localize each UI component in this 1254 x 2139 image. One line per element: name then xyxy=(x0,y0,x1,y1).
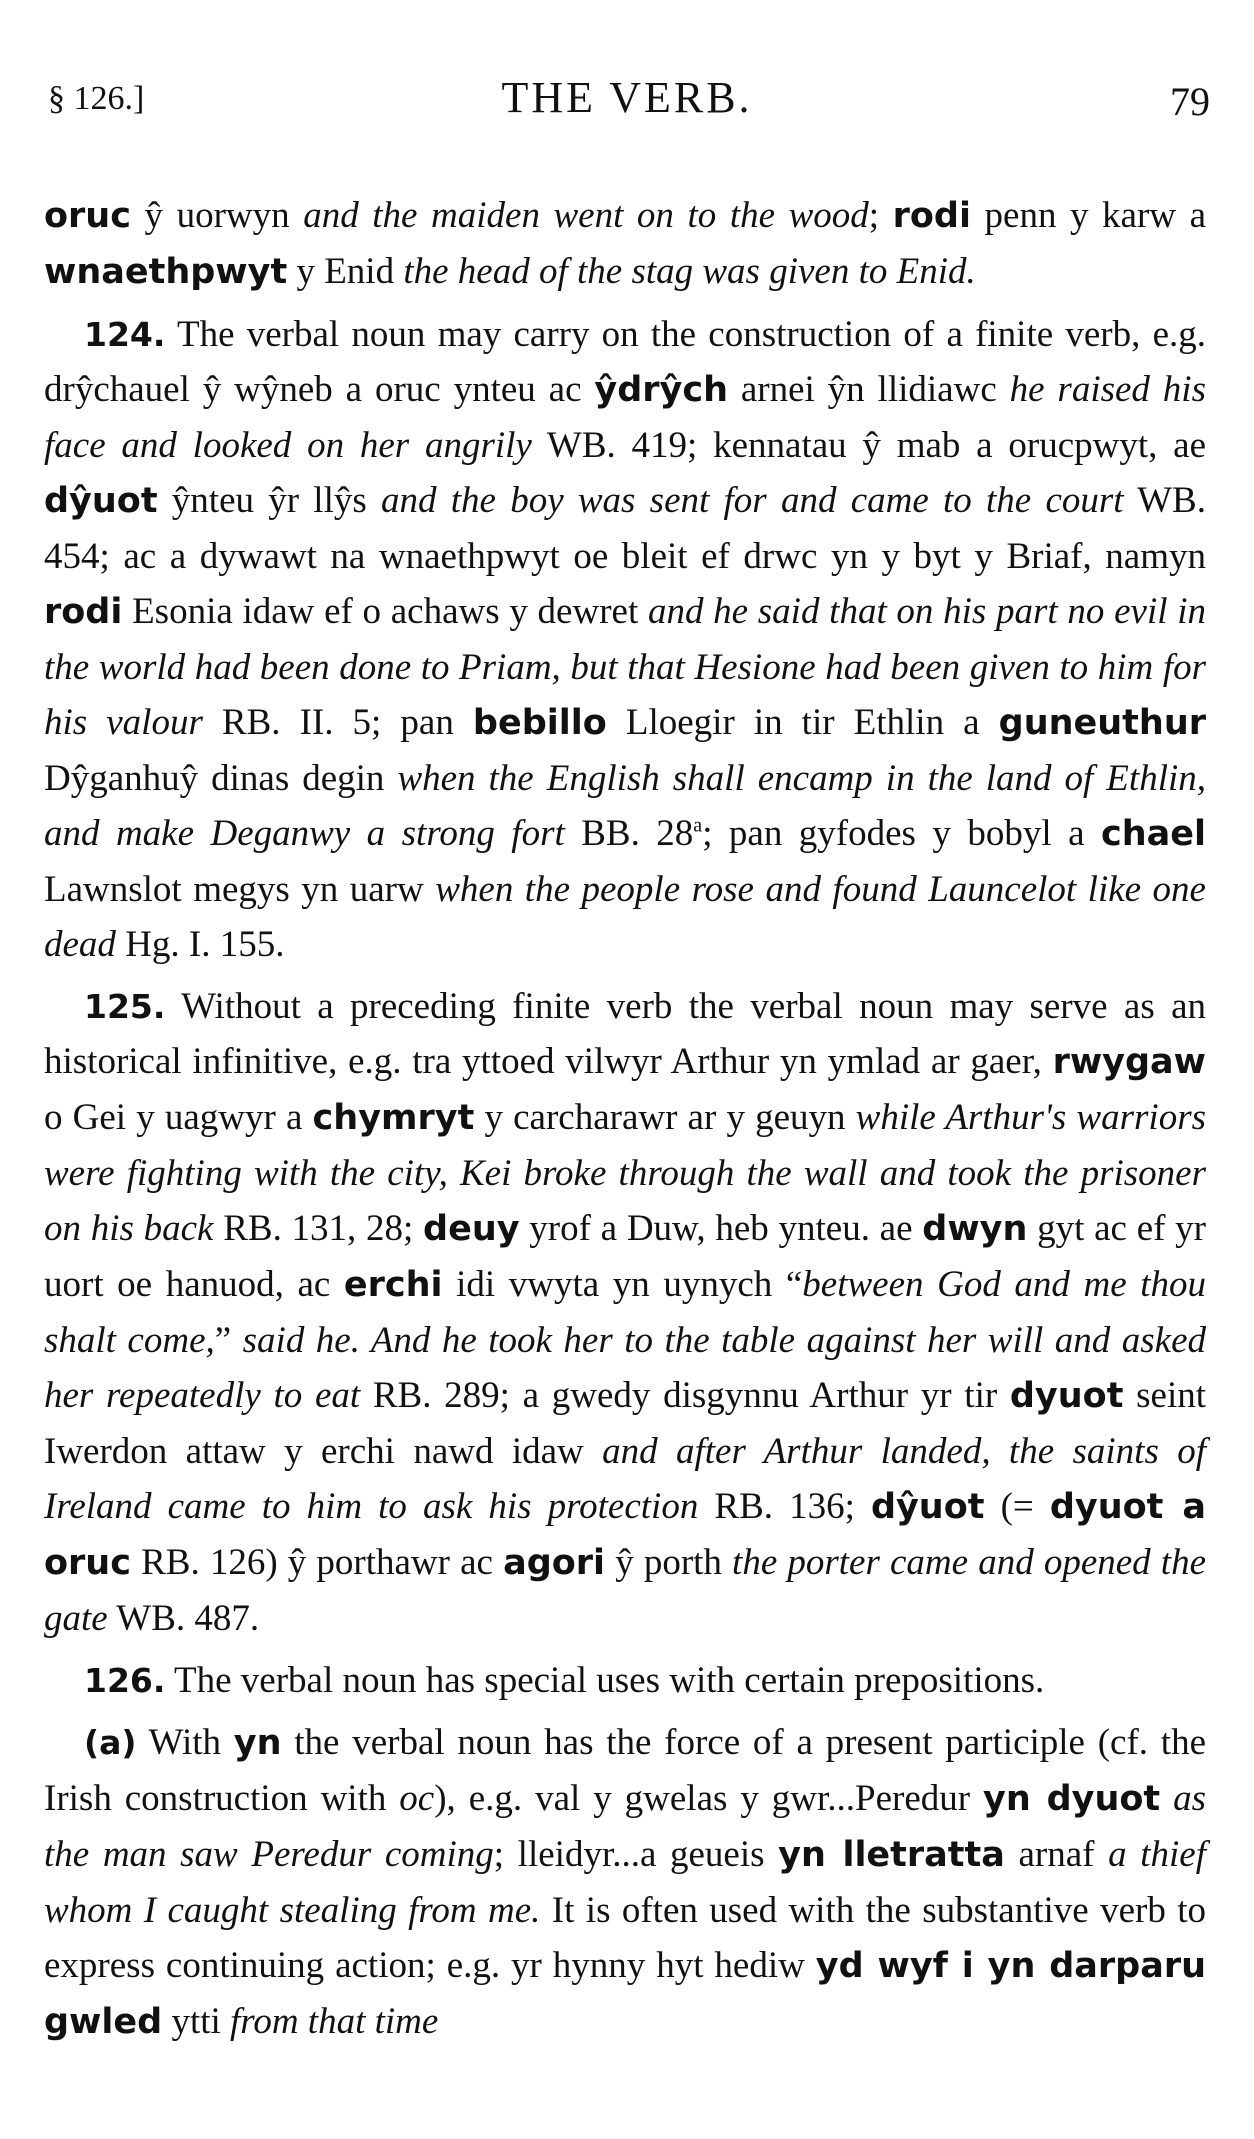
text-run: ytti xyxy=(162,2001,231,2042)
english-translation: but that Hesione had been given to him for his valour xyxy=(44,647,1207,743)
section-reference: § 126.] xyxy=(48,80,145,117)
english-translation: the head of the stag was given to Enid. xyxy=(403,251,976,292)
text-run: RB. 131, 28; xyxy=(213,1208,424,1249)
welsh-term: wnaethpwyt xyxy=(44,252,288,292)
text-run: Hg. I. 155. xyxy=(115,924,285,965)
welsh-term: chael xyxy=(1100,814,1207,854)
welsh-term: erchi xyxy=(343,1265,443,1305)
text-run: Lloegir in tir Ethlin a xyxy=(606,702,999,743)
text-run: the verbal noun has the force of a present participle (cf. the Irish construction with xyxy=(44,1722,1206,1819)
paragraph-continuation xyxy=(44,188,1206,300)
text-run: gyt ac ef yr uort oe hanuod, ac xyxy=(44,1208,1206,1305)
welsh-term: rodi xyxy=(892,196,971,236)
welsh-term: chymryt xyxy=(312,1098,475,1138)
welsh-term: dwyn xyxy=(922,1209,1028,1249)
paragraph-124 xyxy=(44,307,1206,972)
english-translation: said he. And he took her to the table against her will and asked her repeatedly to eat xyxy=(44,1320,1206,1416)
welsh-term: bebillo xyxy=(472,703,607,743)
text-run: Lawnslot megys yn uarw xyxy=(44,869,436,910)
text-run: RB. 126) ŷ porthawr ac xyxy=(130,1542,504,1583)
text-run: seint Iwerdon attaw y erchi nawd idaw xyxy=(44,1375,1206,1472)
english-translation: the porter came and opened the gate xyxy=(44,1542,1206,1639)
text-run: Without a preceding finite verb the verbal noun may serve as an historical infinitive, e.g. tra yttoed vilwyr Arthur yn ymlad ar gaer, xyxy=(44,986,1206,1082)
page-number: 79 xyxy=(1170,79,1210,124)
welsh-term: ŷdrŷch xyxy=(594,370,728,410)
text-run: o Gei y uagwyr a xyxy=(44,1097,313,1138)
text-run: The verbal noun may carry on the construction of a finite verb, e.g. drŷchauel ŷ wŷneb a oruc ynteu ac xyxy=(44,314,1206,410)
text-run: Dŷganhuŷ dinas degin xyxy=(44,758,398,799)
paragraph-126a xyxy=(44,1715,1206,2050)
text-run: Esonia idaw ef o achaws y dewret xyxy=(122,591,648,632)
english-translation: when the English shall encamp in the land of Ethlin, and make Deganwy a strong fort xyxy=(44,758,1206,854)
text-run xyxy=(1160,1778,1173,1819)
section-number: 126. xyxy=(84,1661,166,1700)
text-run: WB. 419; kennatau ŷ mab a orucpwyt, ae xyxy=(531,425,1206,466)
text-run: (= xyxy=(984,1486,1050,1527)
text-run: WB. 487. xyxy=(107,1598,260,1639)
text-run: ; pan gyfodes y bobyl a xyxy=(702,813,1101,854)
english-translation: a thief whom I caught stealing from me. xyxy=(44,1834,1206,1931)
welsh-term: dŷuot xyxy=(44,481,158,521)
text-run: penn y karw a xyxy=(970,195,1207,236)
running-head xyxy=(0,72,1254,132)
text-run: It is often used with the substantive verb to express continuing action; e.g. yr hynny hyt hediw xyxy=(44,1890,1206,1986)
english-translation: and the maiden went on to the wood xyxy=(303,195,869,236)
text-run: ; lleidyr...a geueis xyxy=(493,1834,779,1875)
text-run: RB. 289; a gwedy disgynnu Arthur yr tir xyxy=(360,1375,1010,1416)
english-translation: he raised his face and looked on her angrily xyxy=(44,369,1206,466)
welsh-term: oruc xyxy=(44,196,131,236)
english-translation: as the man saw Peredur coming xyxy=(44,1778,1207,1875)
welsh-term: guneuthur xyxy=(998,703,1207,743)
welsh-term: yn lletratta xyxy=(778,1835,1005,1875)
text-run: yrof a Duw, heb ynteu. ae xyxy=(519,1208,923,1249)
section-number: 124. xyxy=(84,315,166,354)
paragraph-126 xyxy=(44,1653,1206,1708)
welsh-term: dyuot xyxy=(1009,1376,1124,1416)
text-run: ; xyxy=(868,195,893,236)
text-run: The verbal noun has special uses with certain prepositions. xyxy=(165,1660,1045,1701)
text-run: ), e.g. val y gwelas y gwr...Peredur xyxy=(434,1778,983,1819)
welsh-term: yn xyxy=(233,1723,282,1763)
english-translation: and the boy was sent for and came to the court xyxy=(381,480,1124,521)
section-number: 125. xyxy=(84,987,166,1026)
welsh-term: yd wyf i yn darparu gwled xyxy=(44,1946,1207,2042)
superscript: a xyxy=(693,814,703,837)
text-run: ŷ uorwyn xyxy=(130,195,304,236)
text-run: With xyxy=(136,1722,234,1763)
text-run: arnei ŷn llidiawc xyxy=(727,369,1010,410)
english-translation: oc xyxy=(399,1778,435,1819)
text-run: arnaf xyxy=(1004,1834,1109,1875)
text-run: ” xyxy=(214,1320,243,1361)
text-run: y carcharawr ar y geuyn xyxy=(474,1097,856,1138)
chapter-title: THE VERB. xyxy=(501,73,753,122)
welsh-term: deuy xyxy=(423,1209,520,1249)
welsh-term: yn dyuot xyxy=(983,1779,1161,1819)
text-run: ŷ porth xyxy=(605,1542,733,1583)
text-run: y Enid xyxy=(287,251,404,292)
english-translation: when the people rose and found Launcelot like one dead xyxy=(44,869,1206,965)
welsh-term: rwygaw xyxy=(1052,1042,1206,1082)
text-run: RB. 136; xyxy=(698,1486,871,1527)
text-run: BB. 28 xyxy=(564,813,694,854)
text-run: ŷnteu ŷr llŷs xyxy=(157,480,382,521)
section-number: (a) xyxy=(84,1723,137,1762)
english-translation: and he said that on his part no evil in the world had been done to Priam, xyxy=(44,591,1207,688)
text-run: RB. II. 5; pan xyxy=(202,702,473,743)
welsh-term: dŷuot xyxy=(870,1487,985,1527)
welsh-term: rodi xyxy=(44,592,123,632)
text-run: WB. 454; ac a dywawt na wnaethpwyt oe bleit ef drwc yn y byt y Briaf, namyn xyxy=(44,480,1206,577)
paragraph-125 xyxy=(44,979,1206,1646)
body-text xyxy=(44,188,1206,2050)
english-translation: while Arthur's warriors were fighting with the city, Kei broke through the wall and took the prisoner on his back xyxy=(44,1097,1206,1249)
welsh-term: dyuot a oruc xyxy=(44,1487,1207,1583)
english-translation: and after Arthur landed, the saints of Ireland came to him to ask his protection xyxy=(44,1431,1207,1527)
text-run: idi vwyta yn uynych “ xyxy=(442,1264,803,1305)
english-translation: from that time xyxy=(230,2001,439,2042)
english-translation: between God and me thou shalt come, xyxy=(44,1264,1206,1361)
welsh-term: agori xyxy=(503,1543,606,1583)
text-run xyxy=(561,647,571,688)
